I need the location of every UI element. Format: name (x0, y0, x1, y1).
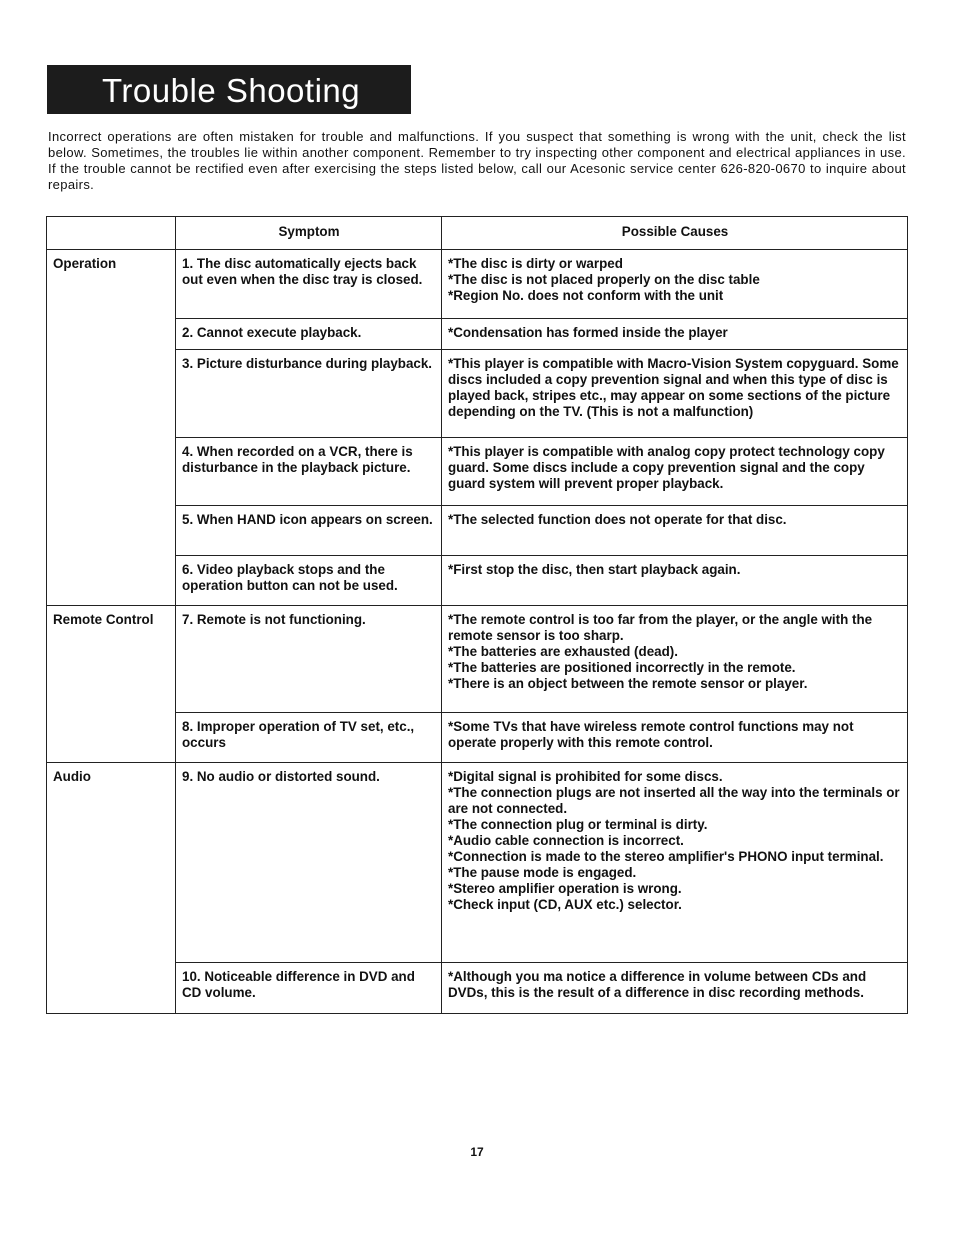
table-row (47, 506, 908, 556)
cause-line: *Digital signal is prohibited for some discs. (448, 769, 723, 784)
symptom-cell: 3. Picture disturbance during playback. (176, 350, 442, 438)
category-remote-control: Remote Control (47, 606, 176, 763)
cause-line: *This player is compatible with Macro-Vision System copyguard. Some discs included a copy prevention signal and when this type of disc is played back, stripes etc., may appear on some sections of the picture depending on the TV. (This is not a malfunction) (448, 356, 899, 419)
symptom-cell: 5. When HAND icon appears on screen. (176, 506, 442, 556)
category-operation: Operation (47, 250, 176, 606)
symptom-cell: 1. The disc automatically ejects back out even when the disc tray is closed. (176, 250, 442, 319)
cause-line: *First stop the disc, then start playback again. (448, 562, 741, 577)
cause-line: *The batteries are positioned incorrectly in the remote. (448, 660, 796, 675)
troubleshooting-table (46, 216, 908, 1014)
table-row (47, 713, 908, 763)
table-row (47, 963, 908, 1014)
cause-line: *The connection plug or terminal is dirty. (448, 817, 708, 832)
intro-paragraph: Incorrect operations are often mistaken for trouble and malfunctions. If you suspect that something is wrong with the unit, check the list below. Sometimes, the troubles lie within another component. Remember to try inspecting other component and electrical appliances in use. If the trouble cannot be rectified even after exercising the steps listed below, call our Acesonic service center 626-820-0670 to inquire about repairs. (48, 129, 906, 192)
table-row (47, 606, 908, 713)
symptom-cell: 8. Improper operation of TV set, etc., occurs (176, 713, 442, 763)
header-category (47, 217, 176, 250)
causes-cell (442, 606, 908, 713)
symptom-cell: 6. Video playback stops and the operation button can not be used. (176, 556, 442, 606)
cause-line: *Although you ma notice a difference in volume between CDs and DVDs, this is the result of a difference in disc recording methods. (448, 969, 867, 1000)
causes-cell (442, 350, 908, 438)
cause-line: *This player is compatible with analog copy protect technology copy guard. Some discs include a copy prevention signal and the copy guard system will prevent proper playback. (448, 444, 885, 491)
table-row (47, 556, 908, 606)
table-row (47, 438, 908, 506)
page-title-banner (47, 65, 411, 114)
symptom-cell: 10. Noticeable difference in DVD and CD volume. (176, 963, 442, 1014)
table-row (47, 763, 908, 963)
symptom-cell: 4. When recorded on a VCR, there is disturbance in the playback picture. (176, 438, 442, 506)
category-audio: Audio (47, 763, 176, 1014)
cause-line: *Connection is made to the stereo amplifier's PHONO input terminal. (448, 849, 884, 864)
table-row (47, 319, 908, 350)
symptom-cell: 9. No audio or distorted sound. (176, 763, 442, 963)
table-row (47, 350, 908, 438)
cause-line: *The disc is not placed properly on the disc table (448, 272, 760, 287)
page-number: 17 (470, 1145, 484, 1159)
causes-cell (442, 438, 908, 506)
causes-cell (442, 963, 908, 1014)
cause-line: *The selected function does not operate for that disc. (448, 512, 787, 527)
cause-line: *Stereo amplifier operation is wrong. (448, 881, 682, 896)
causes-cell (442, 763, 908, 963)
cause-line: *The disc is dirty or warped (448, 256, 623, 271)
causes-cell (442, 506, 908, 556)
causes-cell (442, 556, 908, 606)
header-symptom: Symptom (176, 217, 442, 250)
cause-line: *Some TVs that have wireless remote control functions may not operate properly with this remote control. (448, 719, 854, 750)
symptom-cell: 7. Remote is not functioning. (176, 606, 442, 713)
cause-line: *Condensation has formed inside the player (448, 325, 728, 340)
causes-cell (442, 713, 908, 763)
table-header-row (47, 217, 908, 250)
symptom-cell: 2. Cannot execute playback. (176, 319, 442, 350)
causes-cell (442, 319, 908, 350)
cause-line: *The pause mode is engaged. (448, 865, 637, 880)
cause-line: *There is an object between the remote sensor or player. (448, 676, 808, 691)
page-title: Trouble Shooting (102, 72, 361, 109)
cause-line: *The remote control is too far from the player, or the angle with the remote sensor is too sharp. (448, 612, 873, 643)
cause-line: *The batteries are exhausted (dead). (448, 644, 678, 659)
cause-line: *Region No. does not conform with the unit (448, 288, 724, 303)
cause-line: *The connection plugs are not inserted all the way into the terminals or are not connected. (448, 785, 900, 816)
header-possible-causes: Possible Causes (442, 217, 908, 250)
cause-line: *Audio cable connection is incorrect. (448, 833, 684, 848)
causes-cell (442, 250, 908, 319)
cause-line: *Check input (CD, AUX etc.) selector. (448, 897, 682, 912)
table-row (47, 250, 908, 319)
